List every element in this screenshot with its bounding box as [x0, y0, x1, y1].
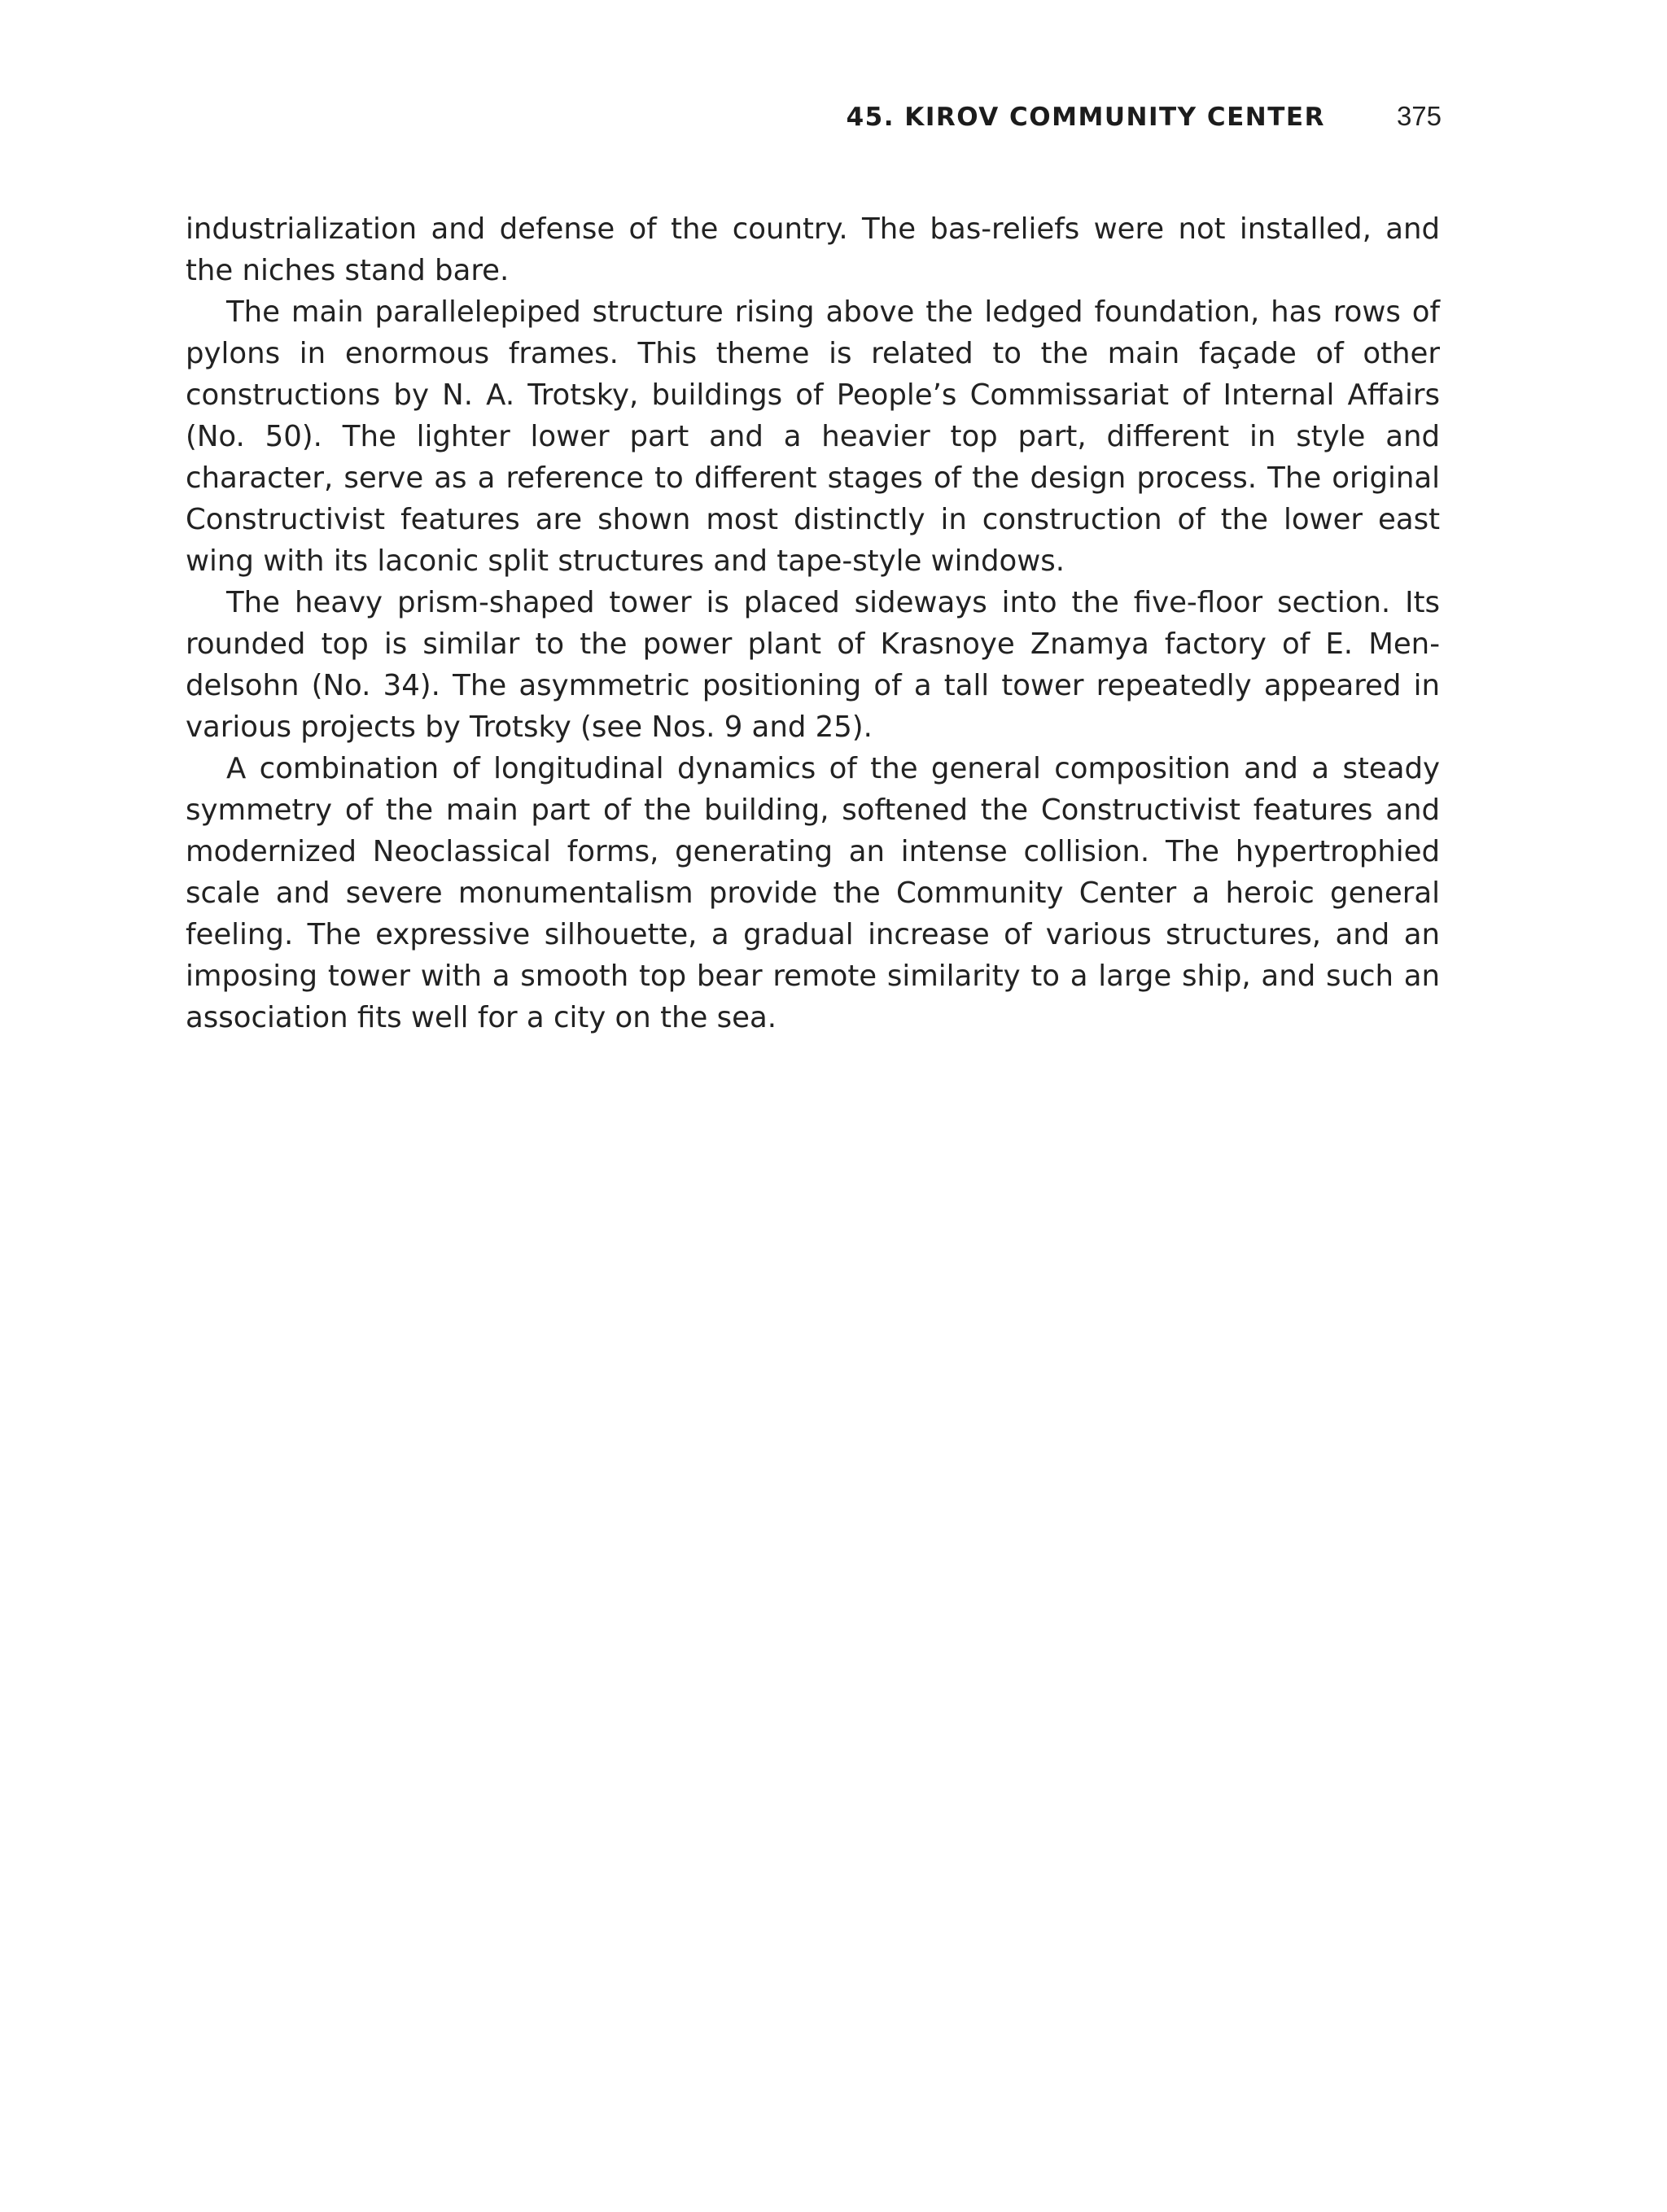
paragraph-continuation: industrialization and defense of the country. The bas-reliefs were not installed, and the niches stand bare. [186, 212, 1440, 287]
running-head [847, 101, 1442, 140]
page-number: 375 [1396, 101, 1442, 131]
chapter-title: 45. KIROV COMMUNITY CENTER [846, 103, 1325, 132]
paragraph: The heavy prism-shaped tower is placed sideways into the five-floor section. Its rounded top is similar to the power plant of Krasnoye Znamya factory of E. Mendelsohn (No. 34). The asymmetric positioning of a tall tower repeatedly appeared in various projects by Trotsky (see Nos. 9 and 25). [186, 586, 1440, 744]
paragraph: A combination of longitudinal dynamics of the general composition and a steady symmetry of the main part of the building, softened the Constructivist features and modernized Neoclassical forms, generating an intense collision. The hypertrophied scale and severe monumentalism provide the Community Center a heroic general feeling. The expressive silhouette, a gradual increase of various structures, and an imposing tower with a smooth top bear remote similarity to a large ship, and such an association fits well for a city on the sea. [186, 752, 1440, 1034]
body-text [186, 208, 1440, 1038]
paragraph: The main parallelepiped structure rising above the ledged foundation, has rows of pylons in enormous frames. This theme is related to the main façade of other constructions by N. A. Trotsky, buildings of People’s Commissariat of Internal Affairs (No. 50). The lighter lower part and a heavier top part, different in style and character, serve as a reference to different stages of the design process. The original Constructivist features are shown most distinctly in construction of the lower east wing with its laconic split structures and tape-style windows. [186, 295, 1440, 578]
